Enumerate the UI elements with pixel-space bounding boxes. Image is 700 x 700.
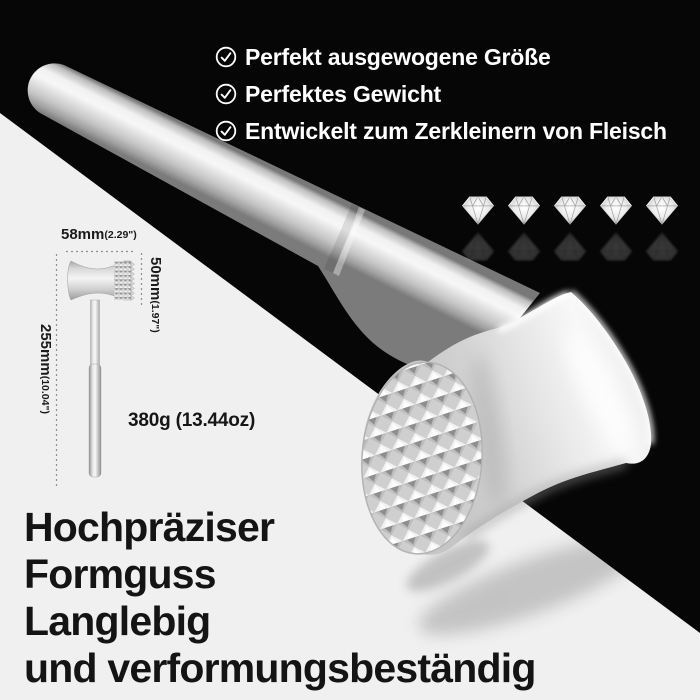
feature-item <box>215 118 667 144</box>
dim-label-head-width <box>61 227 137 243</box>
feature-item <box>215 44 667 70</box>
dim-inches: (1.97") <box>149 300 161 333</box>
feature-text: Perfektes Gewicht <box>245 80 442 107</box>
dim-value: 50mm <box>147 257 164 301</box>
feature-list <box>215 44 667 144</box>
mini-hammer-handle-upper <box>91 300 100 365</box>
dim-value: 58mm <box>61 226 105 243</box>
headline <box>24 504 536 692</box>
check-circle-icon <box>215 83 237 105</box>
mini-spiked-face <box>114 262 131 301</box>
headline-line: und verformungsbeständig <box>24 645 536 691</box>
headline-line: Hochpräziser <box>24 504 275 550</box>
dim-value: 255mm <box>37 324 54 376</box>
check-circle-icon <box>215 46 237 68</box>
dim-label-weight: 380g (13.44oz) <box>128 410 256 431</box>
check-circle-icon <box>215 120 237 142</box>
dim-inches: (10.04") <box>39 375 51 414</box>
mini-hammer-handle-lower <box>89 364 101 477</box>
feature-item <box>215 81 667 107</box>
feature-text: Perfekt ausgewogene Größe <box>245 43 551 70</box>
feature-text: Entwickelt zum Zerkleinern von Fleisch <box>245 117 667 144</box>
dim-label-head-height <box>147 257 163 333</box>
headline-line: Formguss <box>24 551 216 597</box>
dim-label-total-length <box>37 324 53 414</box>
headline-line: Langlebig <box>24 598 211 644</box>
dim-inches: (2.29") <box>104 229 137 241</box>
